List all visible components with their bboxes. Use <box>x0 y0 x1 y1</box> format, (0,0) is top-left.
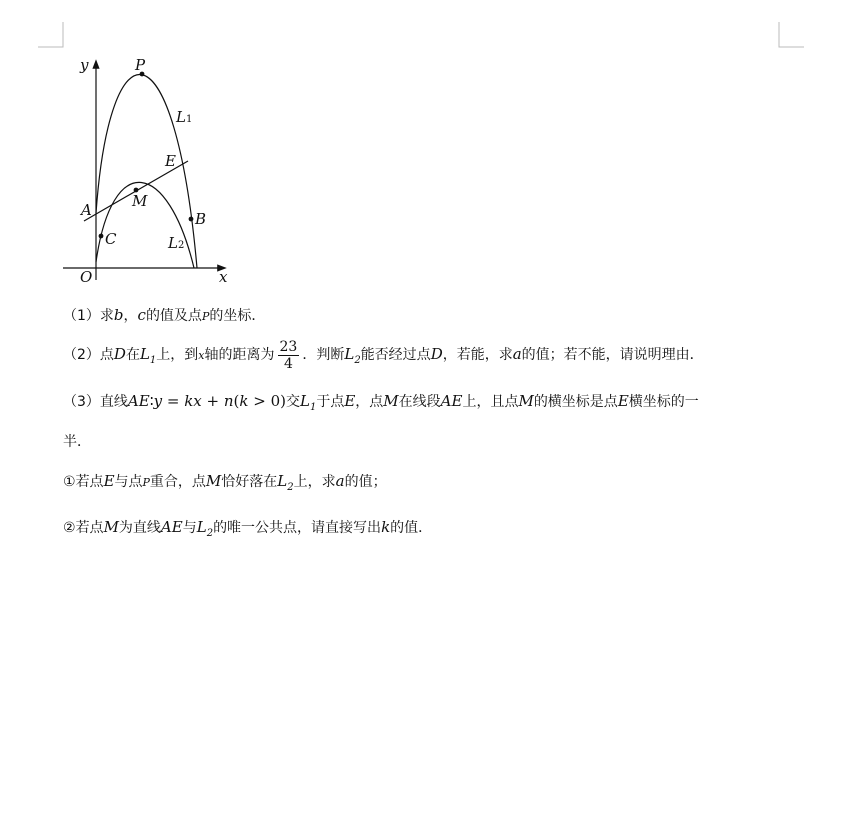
q3b-text: 若点 <box>75 520 104 536</box>
q3-condition: > 0 <box>248 392 281 410</box>
q3-text: 在线段 <box>398 394 441 410</box>
q3a-text: 上，求 <box>293 474 336 490</box>
label-A: A <box>81 201 92 219</box>
q3b-text: 的唯一公共点，请直接写出 <box>213 520 382 536</box>
q2-text: 上，到 <box>156 347 199 363</box>
var-a: a <box>512 345 522 363</box>
var-L1: $L_1$ <box>300 392 317 413</box>
var-AE: AE <box>440 392 463 410</box>
q3-paren: ( <box>233 392 240 410</box>
fraction-23-4: $\frac{23}{4}$ <box>279 338 298 372</box>
q2-text: ．判断 <box>302 347 345 363</box>
var-M: M <box>205 472 222 490</box>
var-M: M <box>383 392 399 410</box>
q3a-text: 若点 <box>75 474 104 490</box>
var-x: x <box>198 349 205 362</box>
q2-number: （2） <box>63 347 100 363</box>
q3b-text: 的值． <box>390 520 433 536</box>
q3-text: 直线 <box>99 394 128 410</box>
q2-text: 点 <box>99 347 114 363</box>
var-L1: $L_1$ <box>139 345 157 366</box>
question-3 <box>63 391 699 414</box>
q3-text: 的横坐标是点 <box>533 394 618 410</box>
q2-text: 的值；若不能，请说明理由． <box>521 347 704 363</box>
var-D: D <box>430 345 443 363</box>
q3a-text: 与点 <box>114 474 143 490</box>
label-L1: L1 <box>176 108 193 126</box>
var-L2: $L_2$ <box>344 345 361 366</box>
var-P: P <box>142 476 150 489</box>
q3-text: 横坐标的一 <box>628 394 699 410</box>
q1-number: （1） <box>63 308 100 324</box>
question-3-continued <box>63 432 91 452</box>
q3a-text: 重合，点 <box>149 474 206 490</box>
label-P: P <box>135 56 146 74</box>
q2-text: 轴的距离为 <box>204 347 275 363</box>
q3-text: 半． <box>63 434 91 450</box>
label-B: B <box>195 210 207 228</box>
var-E: E <box>103 472 115 490</box>
circled-1: ① <box>63 474 76 490</box>
q1-text: 求 <box>99 308 114 324</box>
q3-text: ，点 <box>355 394 384 410</box>
var-k: k <box>381 518 391 536</box>
q2-text: 在 <box>125 347 140 363</box>
q3-colon: ∶ <box>149 392 154 410</box>
label-M: M <box>132 192 148 210</box>
var-L2: $L_2$ <box>196 518 214 539</box>
point-B <box>189 217 194 222</box>
var-D: D <box>113 345 126 363</box>
question-1 <box>63 305 265 327</box>
var-k: k <box>239 392 249 410</box>
q3-text: 上，且点 <box>462 394 519 410</box>
q3-paren: ) <box>280 392 286 410</box>
label-O: O <box>80 268 93 286</box>
var-L2: $L_2$ <box>277 472 294 493</box>
q3-number: （3） <box>63 394 100 410</box>
q1-text: 的值及点 <box>145 308 202 324</box>
label-x: x <box>219 268 228 286</box>
circled-2: ② <box>63 520 76 536</box>
var-c: c <box>137 306 146 324</box>
question-2 <box>63 335 704 376</box>
q3-text: 交 <box>286 394 300 410</box>
var-b: b <box>113 306 124 324</box>
label-C: C <box>105 230 117 248</box>
var-M: M <box>518 392 534 410</box>
equation-line: y = kx + n <box>153 392 234 410</box>
question-3-part-1 <box>63 471 387 494</box>
q2-text: 能否经过点 <box>360 347 431 363</box>
q3a-text: 恰好落在 <box>221 474 278 490</box>
var-AE: AE <box>127 392 150 410</box>
label-E: E <box>165 152 176 170</box>
q1-text: 的坐标． <box>209 308 266 324</box>
var-P: P <box>201 310 210 323</box>
q2-text: ，若能，求 <box>442 347 513 363</box>
var-E: E <box>344 392 356 410</box>
var-M: M <box>103 518 119 536</box>
q1-sep: ， <box>123 308 138 324</box>
var-AE: AE <box>160 518 183 536</box>
label-y: y <box>80 56 89 74</box>
point-C <box>99 234 104 239</box>
q3a-text: 的值； <box>344 474 387 490</box>
var-a: a <box>335 472 345 490</box>
q3b-text: 为直线 <box>118 520 161 536</box>
label-L2: L2 <box>168 234 185 252</box>
q3b-text: 与 <box>182 520 197 536</box>
q3-text: 于点 <box>316 394 345 410</box>
var-E: E <box>617 392 629 410</box>
question-3-part-2 <box>63 517 432 540</box>
